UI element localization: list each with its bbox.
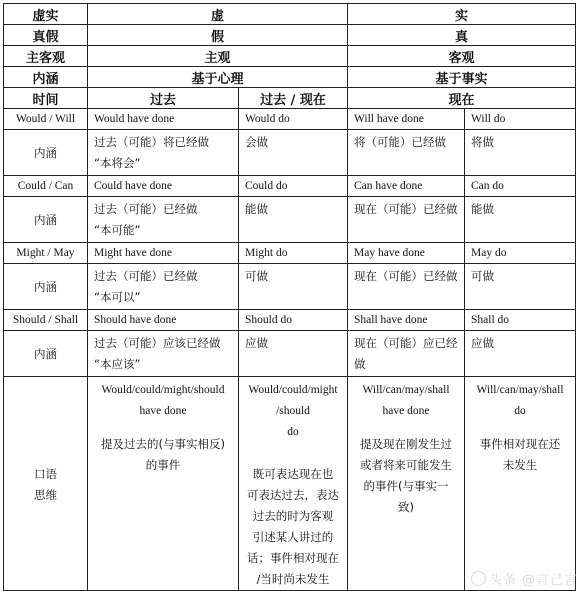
header-left: 虚 bbox=[88, 4, 348, 25]
group-should-shall-cn-row bbox=[4, 331, 576, 377]
row-label: Might / May bbox=[4, 243, 88, 264]
oral-cn-text: 提及现在刚发生过 或者将来可能发生 的事件(与事实一 致) bbox=[360, 437, 453, 514]
table-cell: 应做 bbox=[465, 331, 576, 377]
table-cell: 过去（可能）已经做 “本可以” bbox=[88, 264, 239, 310]
header-left: 假 bbox=[88, 25, 348, 46]
table-cell: 现在（可能）已经做 bbox=[348, 264, 465, 310]
table-cell bbox=[465, 377, 576, 591]
oral-cn-text: 提及过去的(与事实相反) 的事件 bbox=[101, 437, 225, 472]
oral-cn-text: 既可表达现在也 可表达过去，表达 过去的时为客观 引述某人讲过的 话；事件相对现在 /当时尚未发生 bbox=[247, 467, 339, 586]
table-cell: 将（可能）已经做 bbox=[348, 130, 465, 176]
table-cell: Will have done bbox=[348, 109, 465, 130]
table-cell: 应做 bbox=[239, 331, 348, 377]
oral-cn-text: 事件相对现在还 未发生 bbox=[479, 437, 561, 472]
table-cell: 现在（可能）应已经 做 bbox=[348, 331, 465, 377]
row-label: 口语 思维 bbox=[4, 377, 88, 591]
table-cell: 会做 bbox=[239, 130, 348, 176]
table-cell bbox=[348, 377, 465, 591]
table-cell: Can do bbox=[465, 176, 576, 197]
group-could-can-en-row bbox=[4, 176, 576, 197]
table-cell bbox=[88, 377, 239, 591]
header-left: 主观 bbox=[88, 46, 348, 67]
group-should-shall-en-row bbox=[4, 310, 576, 331]
table-cell: 现在（可能）已经做 bbox=[348, 197, 465, 243]
table-cell: Would do bbox=[239, 109, 348, 130]
table-cell: Should do bbox=[239, 310, 348, 331]
header-row-connotation bbox=[4, 67, 576, 88]
table-cell: 过去（可能）将已经做 “本将会” bbox=[88, 130, 239, 176]
table-cell: Would have done bbox=[88, 109, 239, 130]
table-cell: 可做 bbox=[239, 264, 348, 310]
oral-en-text: Would/could/might/should have done bbox=[101, 384, 225, 417]
row-label: 内涵 bbox=[4, 264, 88, 310]
table-cell: Might have done bbox=[88, 243, 239, 264]
oral-en-text: Would/could/might /should do bbox=[248, 384, 338, 438]
row-label: 内涵 bbox=[4, 67, 88, 88]
header-right: 实 bbox=[348, 4, 576, 25]
group-could-can-cn-row bbox=[4, 197, 576, 243]
table-cell: 将做 bbox=[465, 130, 576, 176]
table-cell: Could do bbox=[239, 176, 348, 197]
header-right: 真 bbox=[348, 25, 576, 46]
watermark-text: 头条 @言己言 bbox=[488, 573, 578, 588]
table-cell: 可做 bbox=[465, 264, 576, 310]
table-cell: May do bbox=[465, 243, 576, 264]
row-label: Would / Will bbox=[4, 109, 88, 130]
table-cell: Will do bbox=[465, 109, 576, 130]
header-left: 基于心理 bbox=[88, 67, 348, 88]
group-would-will-cn-row bbox=[4, 130, 576, 176]
row-label: 时间 bbox=[4, 88, 88, 109]
oral-en-text: Will/can/may/shall do bbox=[476, 384, 564, 417]
table-cell: Can have done bbox=[348, 176, 465, 197]
group-might-may-cn-row bbox=[4, 264, 576, 310]
table-cell: May have done bbox=[348, 243, 465, 264]
row-label: Should / Shall bbox=[4, 310, 88, 331]
watermark bbox=[471, 569, 578, 588]
comparison-table bbox=[3, 3, 576, 591]
table-cell: Shall do bbox=[465, 310, 576, 331]
row-label: 内涵 bbox=[4, 331, 88, 377]
group-might-may-en-row bbox=[4, 243, 576, 264]
group-would-will-en-row bbox=[4, 109, 576, 130]
header-row-true-false bbox=[4, 25, 576, 46]
header-row-time bbox=[4, 88, 576, 109]
row-label: Could / Can bbox=[4, 176, 88, 197]
row-label: 真假 bbox=[4, 25, 88, 46]
table-cell bbox=[239, 377, 348, 591]
header-right: 基于事实 bbox=[348, 67, 576, 88]
time-present: 现在 bbox=[348, 88, 576, 109]
time-past-present: 过去 / 现在 bbox=[239, 88, 348, 109]
row-label: 内涵 bbox=[4, 130, 88, 176]
oral-en-text: Will/can/may/shall have done bbox=[362, 384, 450, 417]
table-cell: Might do bbox=[239, 243, 348, 264]
row-label: 内涵 bbox=[4, 197, 88, 243]
row-label: 主客观 bbox=[4, 46, 88, 67]
table-cell: Could have done bbox=[88, 176, 239, 197]
modal-verb-table bbox=[3, 3, 576, 591]
header-row-virtual-real bbox=[4, 4, 576, 25]
table-cell: 能做 bbox=[239, 197, 348, 243]
table-cell: 过去（可能）已经做 “本可能” bbox=[88, 197, 239, 243]
header-right: 客观 bbox=[348, 46, 576, 67]
time-past: 过去 bbox=[88, 88, 239, 109]
table-cell: Shall have done bbox=[348, 310, 465, 331]
table-cell: Should have done bbox=[88, 310, 239, 331]
table-cell: 过去（可能）应该已经做 “本应该” bbox=[88, 331, 239, 377]
header-row-subjective-objective bbox=[4, 46, 576, 67]
oral-thinking-row bbox=[4, 377, 576, 591]
row-label: 虚实 bbox=[4, 4, 88, 25]
watermark-logo-icon bbox=[471, 571, 486, 586]
table-cell: 能做 bbox=[465, 197, 576, 243]
